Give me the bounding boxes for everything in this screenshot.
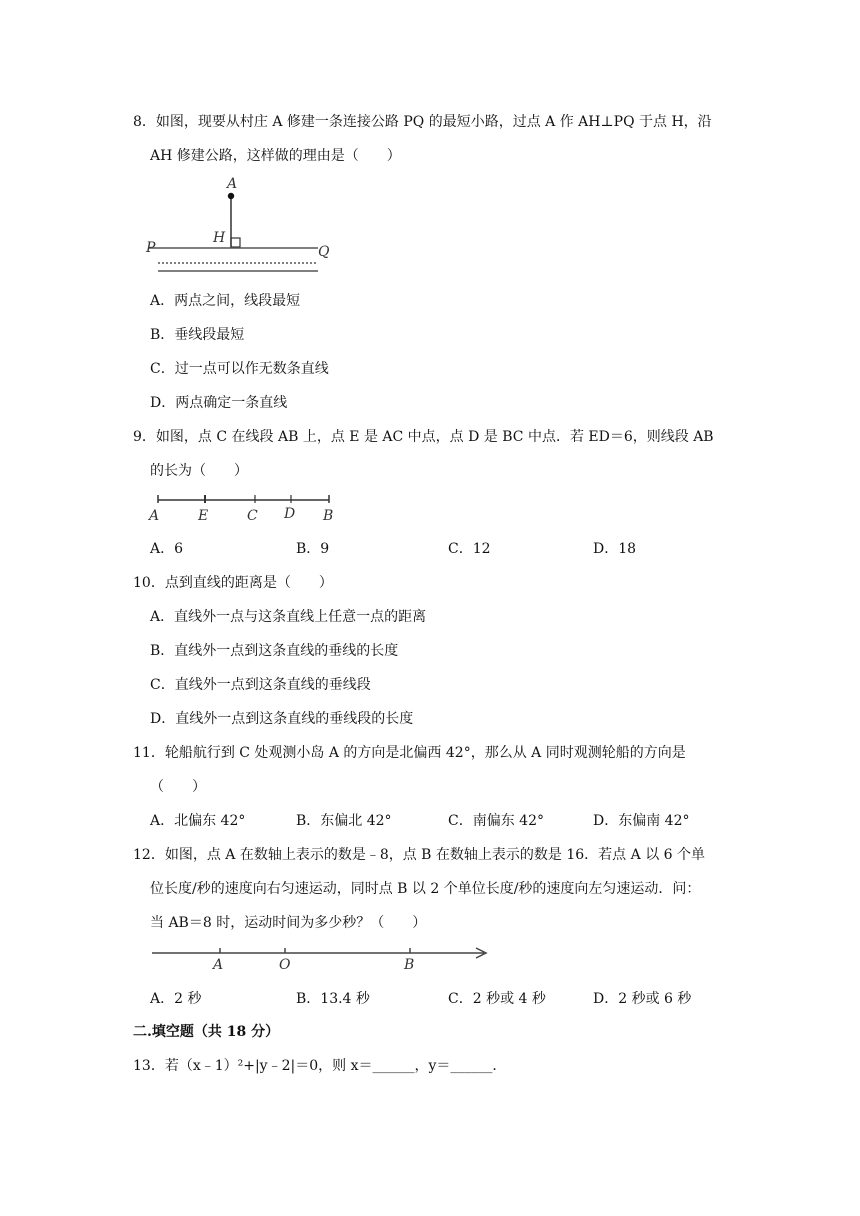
q11-option-d: D．东偏南 42° bbox=[593, 813, 690, 829]
q11-option-a: A．北偏东 42° bbox=[150, 813, 246, 829]
q9-label-b: B bbox=[323, 508, 334, 524]
q11-option-c: C．南偏东 42° bbox=[448, 813, 544, 829]
q12-option-c: C．2 秒或 4 秒 bbox=[448, 991, 546, 1007]
q9-option-a: A．6 bbox=[150, 541, 184, 557]
q9-label-d: D bbox=[284, 506, 296, 522]
q11-option-b: B．东偏北 42° bbox=[296, 813, 392, 829]
q9-text-line2: 的长为（ ） bbox=[150, 463, 248, 479]
q9-label-e: E bbox=[198, 508, 209, 524]
q9-option-b: B．9 bbox=[296, 541, 330, 557]
q8-label-a: A bbox=[227, 176, 238, 192]
q8-option-d: D．两点确定一条直线 bbox=[150, 395, 288, 411]
section-title-fill-in: 二.填空题（共 18 分） bbox=[133, 1024, 280, 1040]
q8-option-c: C．过一点可以作无数条直线 bbox=[150, 361, 329, 377]
q8-text-line2: AH 修建公路，这样做的理由是（ ） bbox=[150, 148, 401, 164]
q12-text-line3: 当 AB＝8 时，运动时间为多少秒？（ ） bbox=[150, 915, 427, 931]
q8-label-p: P bbox=[146, 240, 156, 256]
q13-text-line1: 13．若（x﹣1）²+|y﹣2|＝0，则 x＝______，y＝______． bbox=[133, 1058, 507, 1074]
q12-label-b: B bbox=[404, 957, 415, 973]
q8-label-q: Q bbox=[318, 244, 330, 260]
q9-option-c: C．12 bbox=[448, 541, 491, 557]
q12-label-o: O bbox=[279, 957, 291, 973]
q9-figure bbox=[145, 490, 345, 525]
q12-option-a: A．2 秒 bbox=[150, 991, 202, 1007]
q10-option-c: C．直线外一点到这条直线的垂线段 bbox=[150, 677, 371, 693]
q9-text-line1: 9．如图，点 C 在线段 AB 上，点 E 是 AC 中点，点 D 是 BC 中点．若 ED＝6，则线段 AB bbox=[133, 429, 714, 445]
q8-text-line1: 8．如图，现要从村庄 A 修建一条连接公路 PQ 的最短小路，过点 A 作 AH⊥PQ 于点 H，沿 bbox=[133, 114, 712, 130]
q9-label-c: C bbox=[247, 508, 258, 524]
q12-number-line bbox=[150, 942, 495, 974]
q8-option-a: A．两点之间，线段最短 bbox=[150, 293, 301, 309]
q12-option-b: B．13.4 秒 bbox=[296, 991, 370, 1007]
q8-right-angle-mark bbox=[231, 238, 240, 247]
q12-text-line1: 12．如图，点 A 在数轴上表示的数是﹣8，点 B 在数轴上表示的数是 16．若点 A 以 6 个单 bbox=[133, 847, 706, 863]
q12-label-a: A bbox=[213, 957, 224, 973]
q10-text-line1: 10．点到直线的距离是（ ） bbox=[133, 575, 333, 591]
q12-option-d: D．2 秒或 6 秒 bbox=[593, 991, 692, 1007]
q12-text-line2: 位长度/秒的速度向右匀速运动，同时点 B 以 2 个单位长度/秒的速度向左匀速运动．问： bbox=[150, 881, 701, 897]
q10-option-d: D．直线外一点到这条直线的垂线段的长度 bbox=[150, 711, 414, 727]
q9-label-a: A bbox=[149, 508, 160, 524]
q8-figure bbox=[140, 172, 340, 277]
q11-text-line1: 11．轮船航行到 C 处观测小岛 A 的方向是北偏西 42°，那么从 A 同时观测轮船的方向是 bbox=[133, 745, 686, 761]
q8-option-b: B．垂线段最短 bbox=[150, 327, 245, 343]
q8-label-h: H bbox=[213, 230, 226, 246]
q11-text-line2: （ ） bbox=[150, 779, 206, 795]
q9-option-d: D．18 bbox=[593, 541, 637, 557]
q8-point-a bbox=[228, 193, 234, 199]
q10-option-a: A．直线外一点与这条直线上任意一点的距离 bbox=[150, 609, 427, 625]
q10-option-b: B．直线外一点到这条直线的垂线的长度 bbox=[150, 643, 399, 659]
